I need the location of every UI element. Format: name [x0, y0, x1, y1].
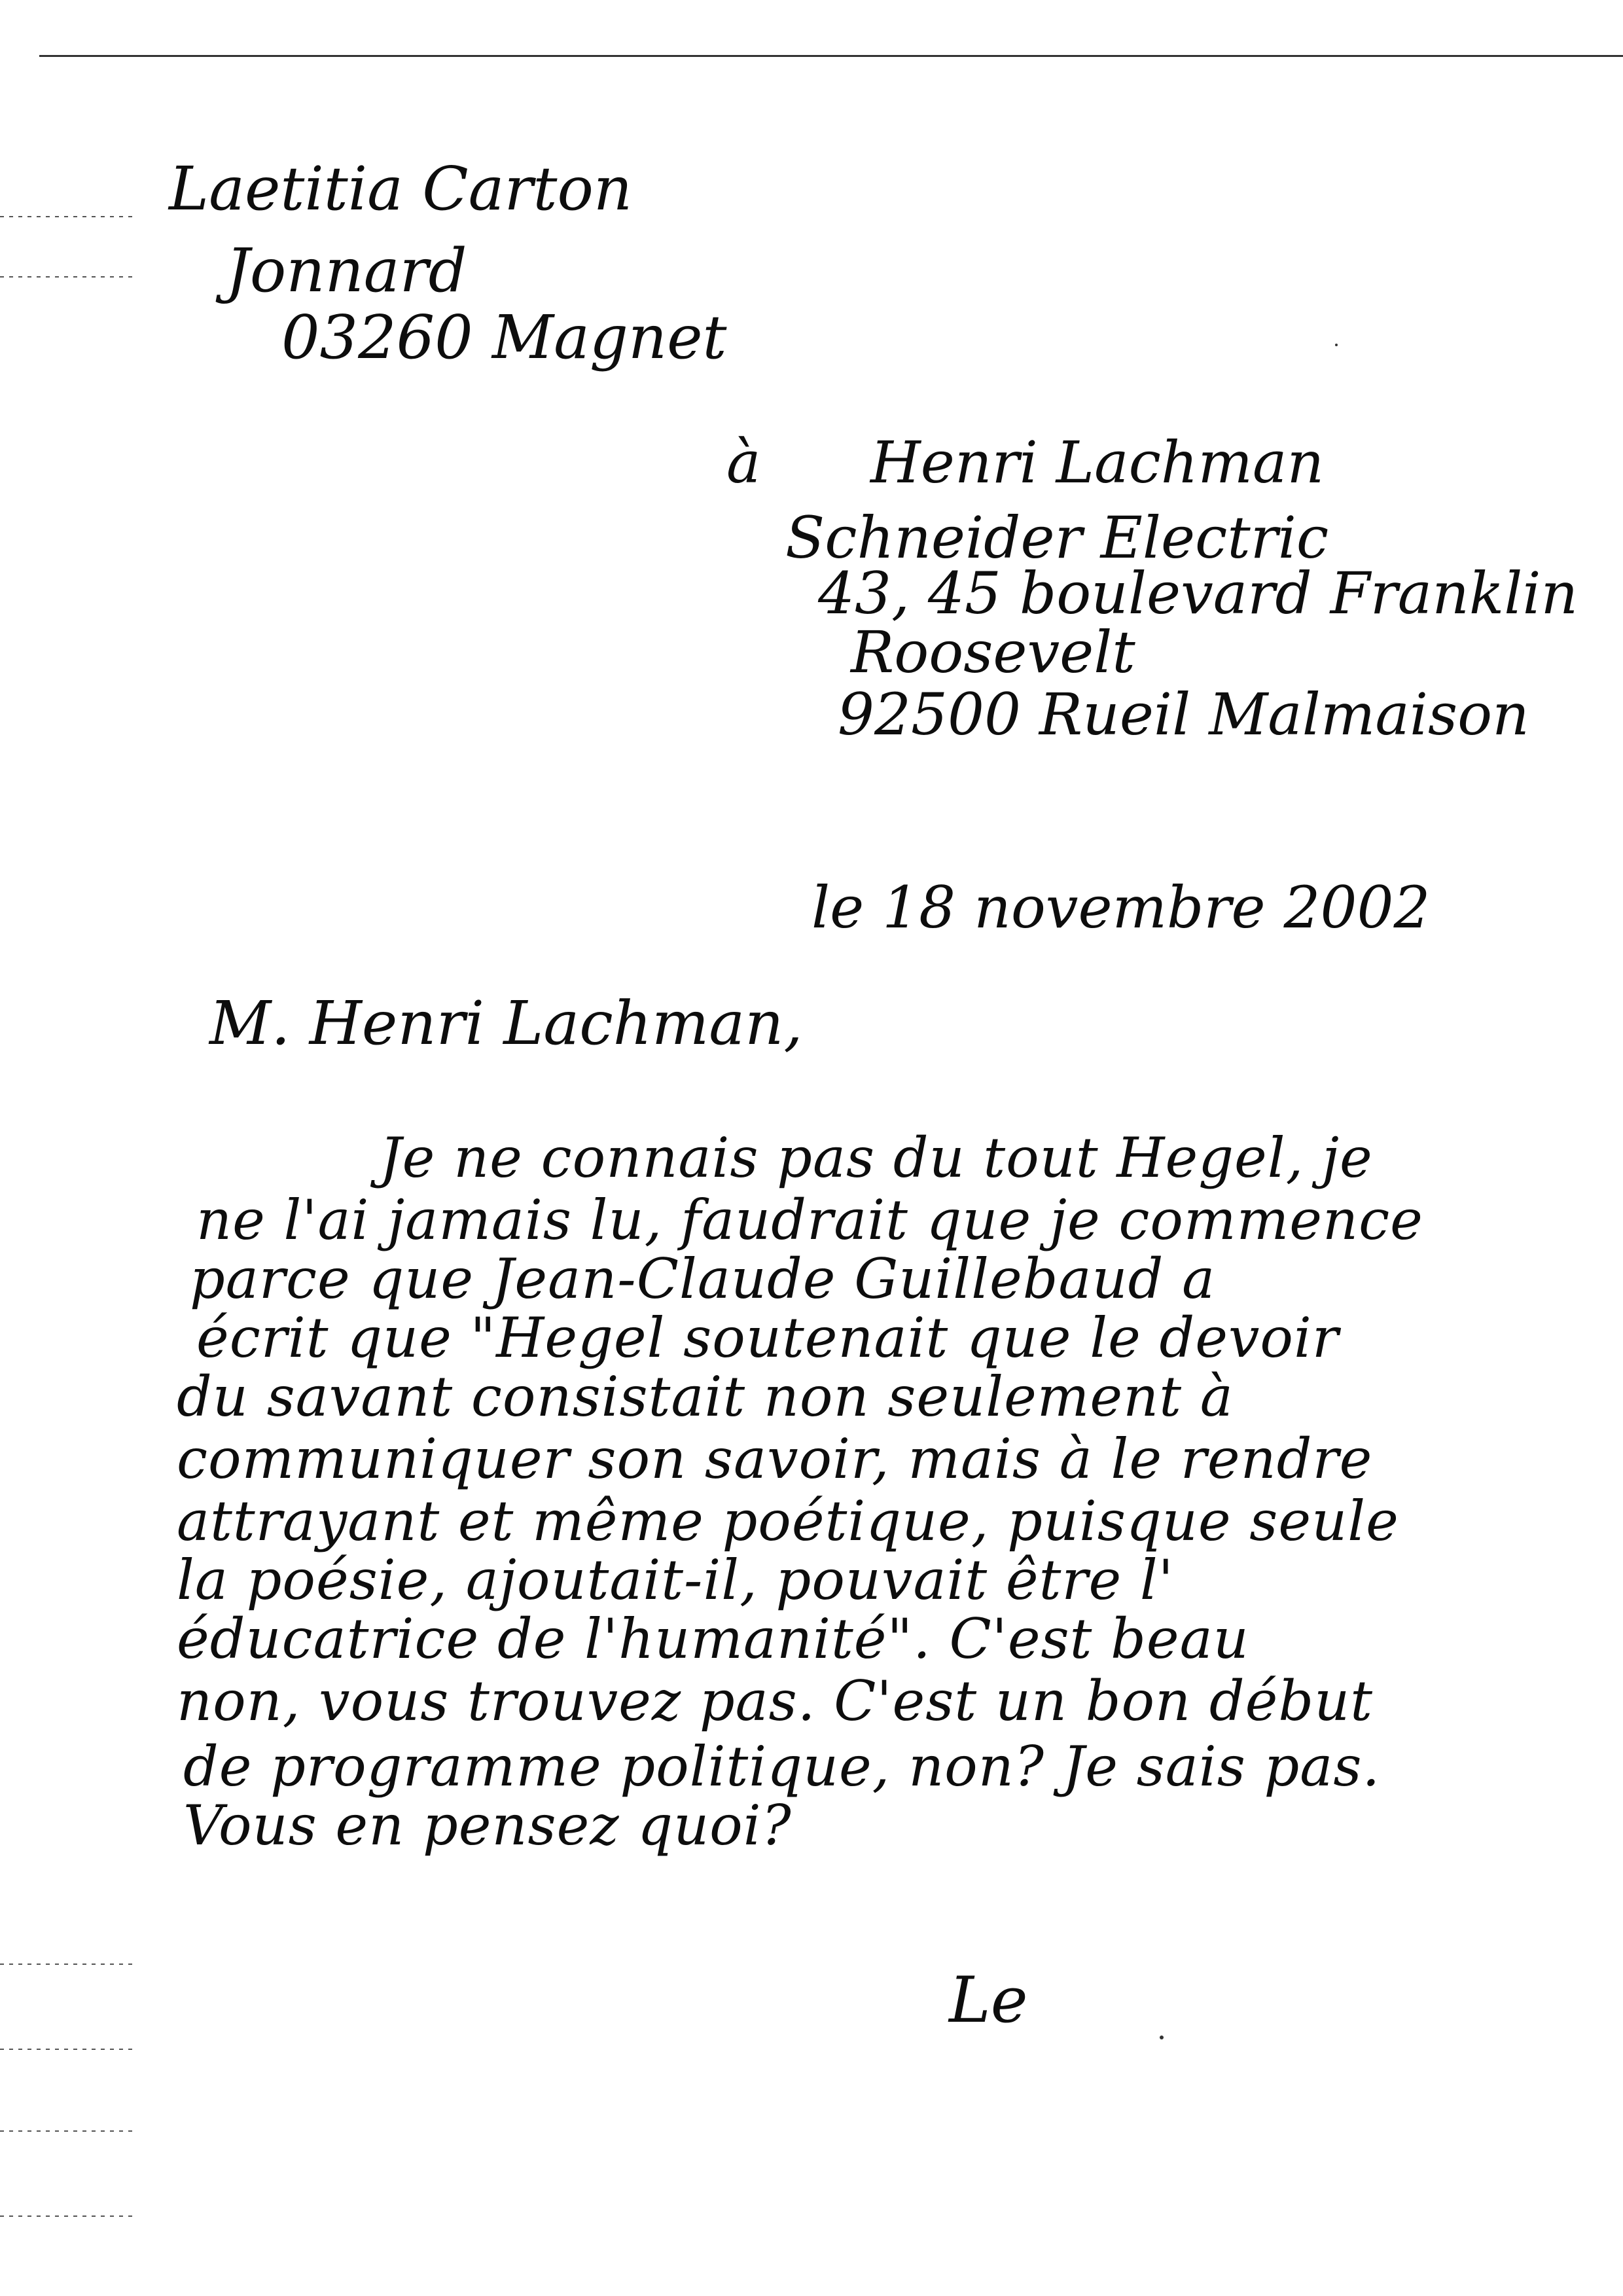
top-border-line: [39, 55, 1623, 57]
signature: Le: [949, 1964, 1028, 2037]
ink-speck: [1160, 2036, 1164, 2039]
letter-date: le 18 novembre 2002: [812, 874, 1431, 941]
recipient-street-1: 43, 45 boulevard Franklin: [818, 560, 1578, 627]
margin-rule: [0, 2130, 1623, 2132]
recipient-prefix: à: [726, 429, 761, 496]
body-line: du savant consistait non seulement à: [177, 1365, 1234, 1429]
margin-rule: [0, 2215, 1623, 2217]
body-line: parce que Jean-Claude Guillebaud a: [190, 1247, 1216, 1311]
margin-rule: [0, 2049, 1623, 2050]
recipient-street-2: Roosevelt: [851, 619, 1135, 686]
body-line: ne l'ai jamais lu, faudrait que je commence: [196, 1188, 1423, 1252]
ink-speck: [1335, 344, 1338, 346]
body-line: non, vous trouvez pas. C'est un bon début: [177, 1669, 1373, 1733]
body-line: éducatrice de l'humanité". C'est beau: [177, 1607, 1249, 1671]
body-line: attrayant et même poétique, puisque seule: [177, 1489, 1399, 1553]
body-line: écrit que "Hegel soutenait que le devoir: [196, 1306, 1340, 1370]
sender-place: Jonnard: [226, 236, 467, 306]
sender-postal-city: 03260 Magnet: [281, 302, 727, 372]
body-line: Vous en pensez quoi?: [183, 1793, 792, 1857]
sender-name: Laetitia Carton: [169, 154, 633, 224]
margin-rule: [0, 1964, 1623, 1965]
body-line: la poésie, ajoutait-il, pouvait être l': [177, 1548, 1174, 1612]
recipient-company: Schneider Electric: [785, 504, 1329, 571]
recipient-name: Henri Lachman: [870, 429, 1325, 496]
body-line: Je ne connais pas du tout Hegel, je: [380, 1126, 1373, 1190]
recipient-postal-city: 92500 Rueil Malmaison: [838, 681, 1529, 748]
body-line: communiquer son savoir, mais à le rendre: [177, 1427, 1373, 1491]
body-line: de programme politique, non? Je sais pas.: [183, 1734, 1381, 1799]
salutation: M. Henri Lachman,: [209, 988, 803, 1058]
